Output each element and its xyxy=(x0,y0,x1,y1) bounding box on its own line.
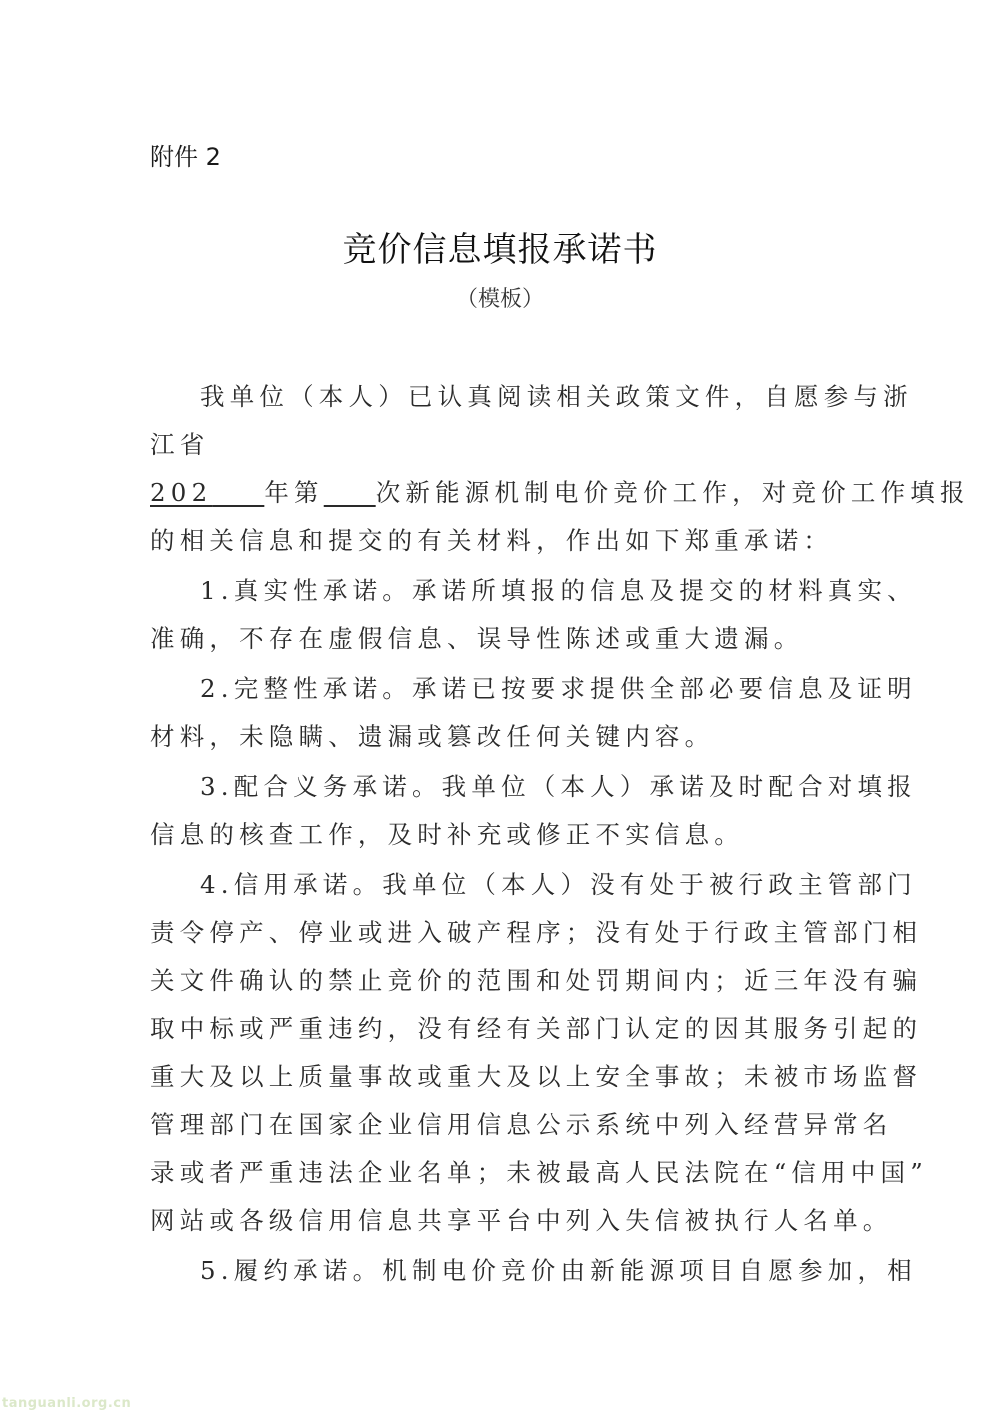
commitment-4-line-8: 网站或各级信用信息共享平台中列入失信被执行人名单。 xyxy=(150,1206,893,1235)
attachment-label: 附件 2 xyxy=(150,143,221,171)
commitment-4-line-2: 责令停产、停业或进入破产程序；没有处于行政主管部门相 xyxy=(150,918,923,947)
paragraph-intro-line-3 xyxy=(150,478,970,508)
commitment-1-line-2: 准确，不存在虚假信息、误导性陈述或重大遗漏。 xyxy=(150,624,804,653)
paragraph-intro-line-1: 我单位（本人）已认真阅读相关政策文件，自愿参与浙 xyxy=(200,382,913,411)
year-blank[interactable] xyxy=(212,478,264,507)
commitment-3-line-1: 3.配合义务承诺。我单位（本人）承诺及时配合对填报 xyxy=(200,772,917,801)
intro-continuation: 次新能源机制电价竞价工作，对竞价工作填报 xyxy=(375,478,970,507)
commitment-4-line-7: 录或者严重违法企业名单；未被最高人民法院在“信用中国” xyxy=(150,1158,928,1187)
commitment-4-line-4: 取中标或严重违约，没有经有关部门认定的因其服务引起的 xyxy=(150,1014,923,1043)
commitment-3-line-2: 信息的核查工作，及时补充或修正不实信息。 xyxy=(150,820,744,849)
document-title: 竞价信息填报承诺书 xyxy=(342,230,658,270)
commitment-1-line-1: 1.真实性承诺。承诺所填报的信息及提交的材料真实、 xyxy=(200,576,917,605)
round-blank[interactable] xyxy=(324,478,376,507)
commitment-4-line-3: 关文件确认的禁止竞价的范围和处罚期间内；近三年没有骗 xyxy=(150,966,923,995)
watermark: tanguanli.org.cn xyxy=(2,1396,132,1411)
commitment-2-line-1: 2.完整性承诺。承诺已按要求提供全部必要信息及证明 xyxy=(200,674,917,703)
commitment-4-line-6: 管理部门在国家企业信用信息公示系统中列入经营异常名 xyxy=(150,1110,893,1139)
document-subtitle: （模板） xyxy=(455,287,544,312)
commitment-4-line-5: 重大及以上质量事故或重大及以上安全事故；未被市场监督 xyxy=(150,1062,923,1091)
paragraph-intro-line-2: 江省 xyxy=(150,430,210,459)
commitment-4-line-1: 4.信用承诺。我单位（本人）没有处于被行政主管部门 xyxy=(200,870,917,899)
commitment-2-line-2: 材料，未隐瞒、遗漏或篡改任何关键内容。 xyxy=(150,722,715,751)
commitment-5-line-1: 5.履约承诺。机制电价竞价由新能源项目自愿参加，相 xyxy=(200,1256,917,1285)
year-label: 年第 xyxy=(264,478,324,507)
year-prefix: 202 xyxy=(150,478,213,507)
paragraph-intro-line-4: 的相关信息和提交的有关材料，作出如下郑重承诺： xyxy=(150,526,834,555)
